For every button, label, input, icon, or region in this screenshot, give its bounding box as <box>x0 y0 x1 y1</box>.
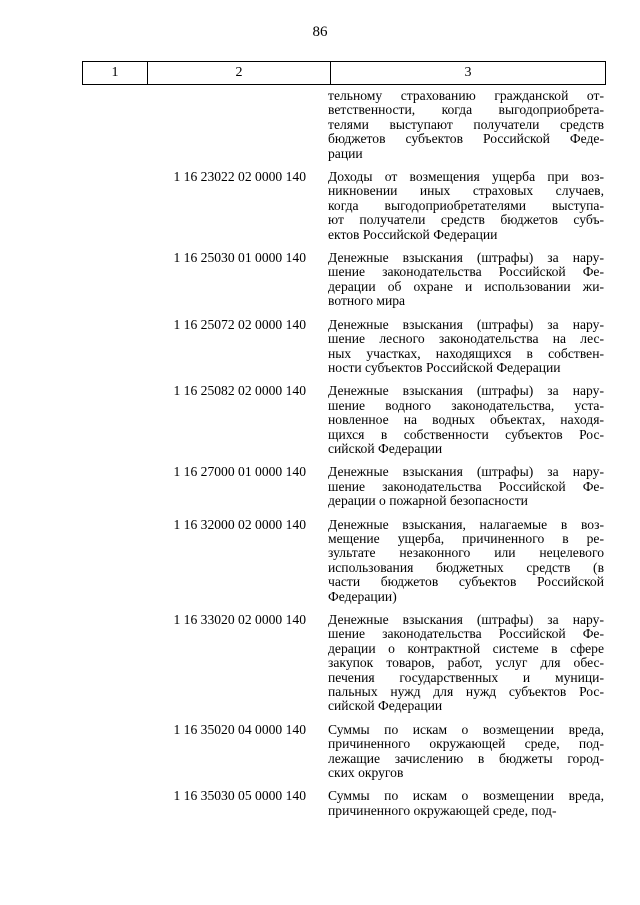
description-line: пальных нужд для нужд субъектов Рос- <box>328 685 604 700</box>
page-number: 86 <box>312 24 328 40</box>
description-line: ности субъектов Российской Федерации <box>328 360 561 375</box>
description-line: Денежные взыскания, налагаемые в воз- <box>328 517 604 532</box>
description-line: бюджетов субъектов Российской Феде- <box>328 132 604 147</box>
column-header-3: 3 <box>331 62 606 85</box>
budget-code <box>146 89 328 161</box>
description-line: мещение ущерба, причиненного в ре- <box>328 531 604 546</box>
description-line: закупок товаров, работ, услуг для обес- <box>328 656 604 671</box>
revenue-description <box>328 723 606 781</box>
row-cell-1 <box>82 518 146 604</box>
description-line: Денежные взыскания (штрафы) за нару- <box>328 317 604 332</box>
description-line: части бюджетов субъектов Российской <box>328 575 604 590</box>
description-line: рации <box>328 146 363 161</box>
table-row <box>82 170 606 242</box>
description-line: шение законодательства Российской Фе- <box>328 479 604 494</box>
description-line: тельному страхованию гражданской от- <box>328 89 604 103</box>
description-line: шение законодательства Российской Фе- <box>328 627 604 642</box>
description-line: новленное на водных объектах, находя- <box>328 413 604 428</box>
revenue-description <box>328 789 606 818</box>
description-line: использования бюджетных средств (в <box>328 560 604 575</box>
budget-code: 1 16 23022 02 0000 140 <box>173 169 306 185</box>
description-line: ветственности, когда выгодоприобрета- <box>328 103 604 118</box>
description-line: шение лесного законодательства на лес- <box>328 332 604 347</box>
budget-code: 1 16 35030 05 0000 140 <box>173 788 306 804</box>
table-row <box>82 465 606 508</box>
table-header <box>82 61 606 85</box>
row-cell-1 <box>82 384 146 456</box>
table-row <box>82 613 606 714</box>
column-header-1: 1 <box>83 62 148 85</box>
budget-code: 1 16 33020 02 0000 140 <box>173 612 306 627</box>
row-cell-1 <box>82 723 146 781</box>
description-line: сийской Федерации <box>328 699 443 714</box>
description-line: никновении иных страховых случаев, <box>328 184 604 199</box>
description-line: Денежные взыскания (штрафы) за нару- <box>328 465 604 480</box>
revenue-description <box>328 318 606 376</box>
revenue-description <box>328 518 606 604</box>
revenue-description <box>328 384 606 456</box>
description-line: щихся в собственности субъектов Рос- <box>328 427 604 442</box>
description-line: телями выступают получатели средств <box>328 117 604 132</box>
description-line: когда выгодоприобретателями выступа- <box>328 198 604 213</box>
description-line: зультате незаконного или нецелевого <box>328 546 604 561</box>
description-line: дерации об охране и использовании жи- <box>328 279 604 294</box>
description-line: ных участках, находящихся в собствен- <box>328 346 604 361</box>
row-cell-1 <box>82 89 146 161</box>
budget-code: 1 16 27000 01 0000 140 <box>173 464 306 480</box>
description-line: Доходы от возмещения ущерба при воз- <box>328 170 604 185</box>
description-line: дерации о пожарной безопасности <box>328 494 528 509</box>
revenue-description <box>328 465 606 508</box>
row-cell-1 <box>82 613 146 714</box>
description-line: сийской Федерации <box>328 441 443 456</box>
revenue-description <box>328 613 606 714</box>
description-line: Денежные взыскания (штрафы) за нару- <box>328 384 604 399</box>
description-line: шение законодательства Российской Фе- <box>328 265 604 280</box>
description-line: ют получатели средств бюджетов субъ- <box>328 213 604 228</box>
table-body <box>82 89 606 827</box>
description-line: вотного мира <box>328 294 406 309</box>
description-line: Суммы по искам о возмещении вреда, <box>328 789 604 804</box>
row-cell-1 <box>82 318 146 376</box>
description-line: причиненного окружающей среде, под- <box>328 803 557 818</box>
budget-code: 1 16 35020 04 0000 140 <box>173 721 306 737</box>
budget-code: 1 16 25082 02 0000 140 <box>173 383 306 399</box>
description-line: шение водного законодательства, уста- <box>328 398 604 413</box>
table-row <box>82 384 606 456</box>
description-line: печения государственных и муници- <box>328 670 604 685</box>
table-row <box>82 251 606 309</box>
revenue-description <box>328 170 606 242</box>
revenue-description <box>328 251 606 309</box>
table-row <box>82 723 606 781</box>
description-line: ектов Российской Федерации <box>328 227 498 242</box>
description-line: дерации о контрактной системе в сфере <box>328 641 604 656</box>
budget-code: 1 16 25030 01 0000 140 <box>173 250 306 266</box>
row-cell-1 <box>82 465 146 508</box>
description-line: причиненного окружающей среде, под- <box>328 737 604 752</box>
row-cell-1 <box>82 789 146 818</box>
budget-code: 1 16 25072 02 0000 140 <box>173 316 306 332</box>
table-row <box>82 789 606 818</box>
table-row <box>82 318 606 376</box>
description-line: Денежные взыскания (штрафы) за нару- <box>328 251 604 266</box>
budget-code: 1 16 32000 02 0000 140 <box>173 516 306 532</box>
revenue-description <box>328 89 606 161</box>
description-line: лежащие зачислению в бюджеты город- <box>328 751 604 766</box>
description-line: Денежные взыскания (штрафы) за нару- <box>328 613 604 627</box>
description-line: Суммы по искам о возмещении вреда, <box>328 722 604 737</box>
table-row <box>82 89 606 161</box>
row-cell-1 <box>82 251 146 309</box>
table-row <box>82 518 606 604</box>
description-line: ских округов <box>328 766 404 781</box>
row-cell-1 <box>82 170 146 242</box>
description-line: Федерации) <box>328 589 397 604</box>
column-header-2: 2 <box>148 62 331 85</box>
